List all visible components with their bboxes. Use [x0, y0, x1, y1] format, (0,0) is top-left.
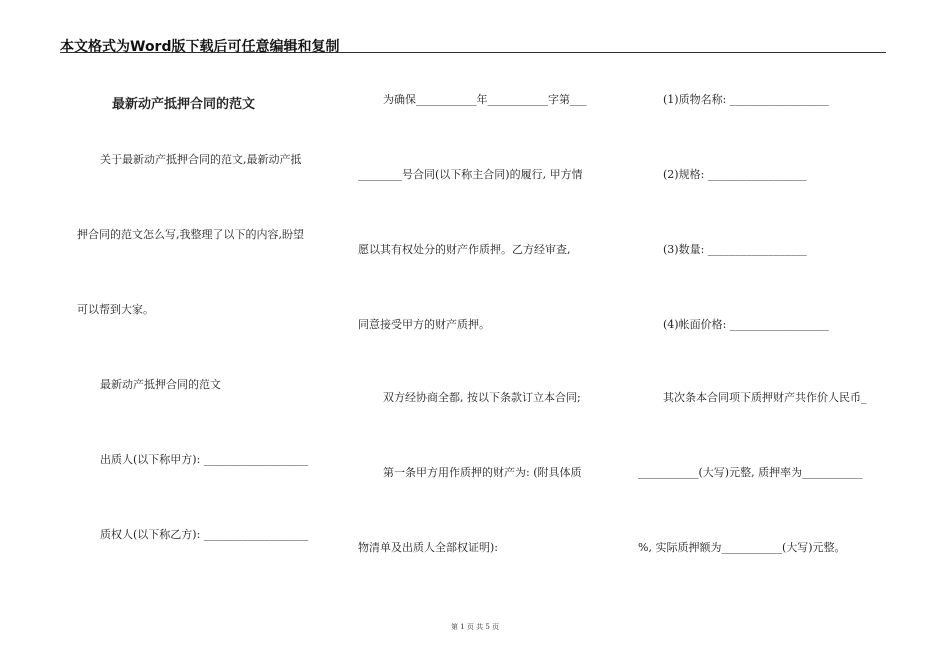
document-title: 最新动产抵押合同的范文 — [112, 97, 256, 112]
header-rule — [60, 52, 886, 53]
paragraph-line: 愿以其有权处分的财产作质押。乙方经审查, — [358, 243, 571, 256]
paragraph-line: ________号合同(以下称主合同)的履行, 甲方情 — [358, 168, 583, 181]
paragraph-line: 押合同的范文怎么写,我整理了以下的内容,盼望 — [77, 228, 304, 241]
paragraph-line: 同意接受甲方的财产质押。 — [358, 318, 490, 331]
page-number: 第 1 页 共 5 页 — [450, 623, 500, 631]
paragraph-line: 为确保___________年___________字第___ — [383, 93, 587, 106]
spec-field: (2)规格: __________________ — [663, 168, 807, 181]
paragraph-line: 双方经协商全都, 按以下条款订立本合同; — [383, 391, 581, 404]
pledgee-field: 质权人(以下称乙方): ___________________ — [100, 528, 309, 541]
pledgor-field: 出质人(以下称甲方): ___________________ — [100, 453, 309, 466]
paragraph-line: 关于最新动产抵押合同的范文,最新动产抵 — [100, 153, 302, 166]
book-value-field: (4)帐面价格: __________________ — [663, 318, 829, 331]
paragraph-line: ___________(大写)元整, 质押率为___________ — [638, 466, 863, 479]
paragraph-line: 最新动产抵押合同的范文 — [100, 378, 221, 391]
item-name-field: (1)质物名称: __________________ — [663, 93, 829, 106]
document-header: 本文格式为Word版下载后可任意编辑和复制 — [60, 39, 340, 55]
paragraph-line: 物清单及出质人全部权证明): — [358, 541, 498, 554]
article-2-line: 其次条本合同项下质押财产共作价人民币_ — [663, 391, 867, 404]
quantity-field: (3)数量: __________________ — [663, 243, 807, 256]
paragraph-line: 可以帮到大家。 — [77, 303, 154, 316]
paragraph-line: %, 实际质押额为___________(大写)元整。 — [638, 541, 846, 554]
article-1-line: 第一条甲方用作质押的财产为: (附具体质 — [383, 466, 582, 479]
